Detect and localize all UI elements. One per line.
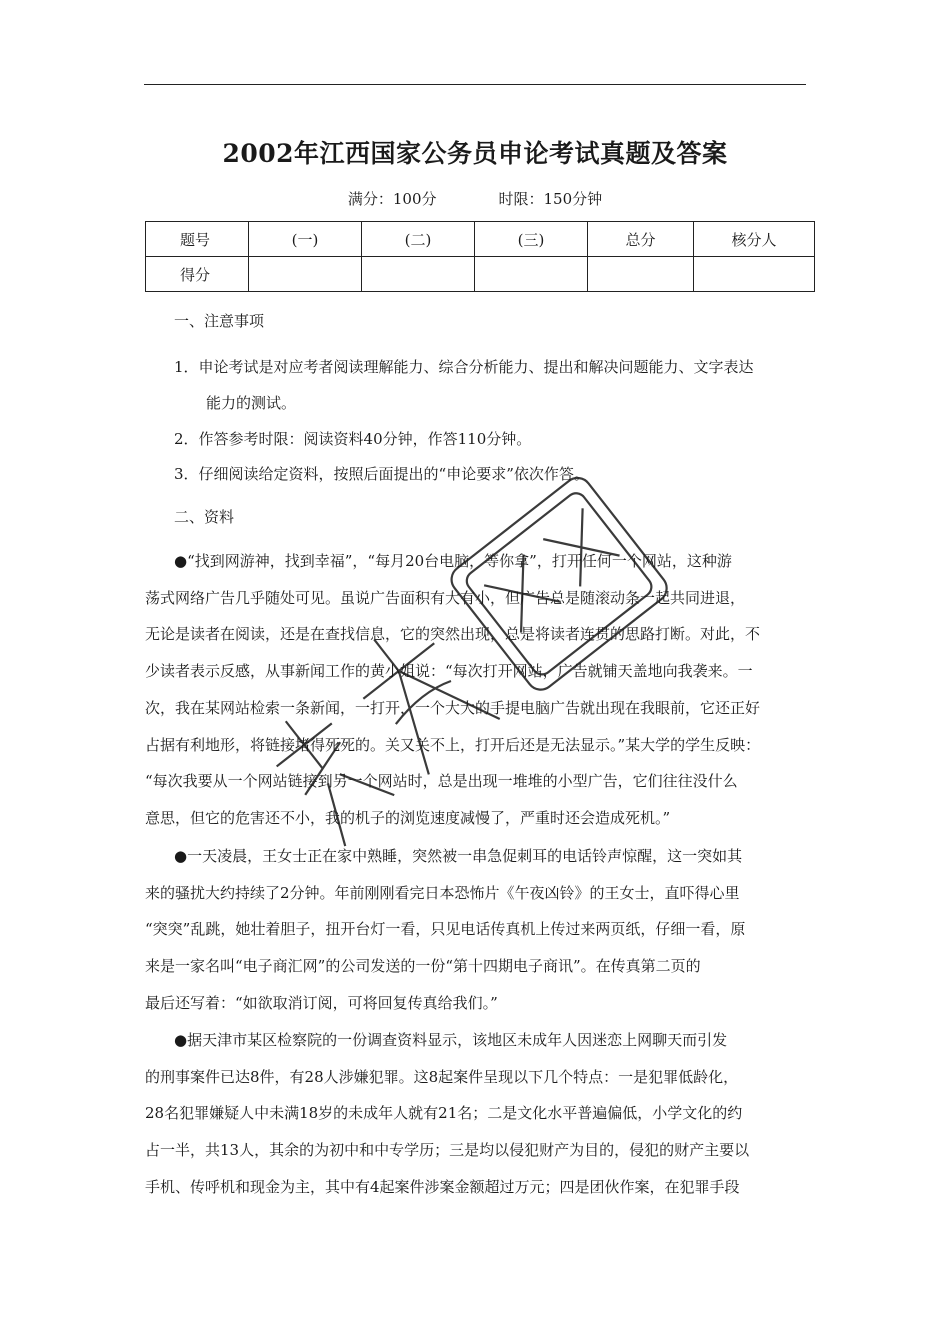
score-table-row [146, 257, 815, 292]
full-score: 满分：100分 [347, 190, 437, 208]
text-line: 占据有利地形，将链接堵得死死的。关又关不上，打开后还是无法显示。”某大学的学生反映： [145, 735, 761, 754]
text-line: ●一天凌晨，王女士正在家中熟睡，突然被一串急促刺耳的电话铃声惊醒，这一突如其 [174, 847, 743, 865]
materials-heading: 二、资料 [174, 508, 235, 526]
time-limit: 时限：150分钟 [498, 190, 603, 208]
score-table [145, 221, 815, 292]
note-item: 能力的测试。 [206, 394, 297, 412]
exam-meta [0, 188, 950, 209]
text-line: 最后还写着：“如欲取消订阅，可将回复传真给我们。” [145, 993, 498, 1012]
note-item: 3．仔细阅读给定资料，按照后面提出的“申论要求”依次作答。 [174, 465, 589, 483]
row-label: 得分 [146, 257, 249, 292]
text-line: 的刑事案件已达8件，有28人涉嫌犯罪。这8起案件呈现以下几个特点：一是犯罪低龄化， [145, 1067, 739, 1086]
score-cell [588, 257, 694, 292]
score-cell [694, 257, 815, 292]
text-line: “每次我要从一个网站链接到另一个网站时，总是出现一堆堆的小型广告，它们往往没什么 [145, 772, 738, 791]
header-cell: 总分 [588, 222, 694, 257]
text-line: 少读者表示反感，从事新闻工作的黄小姐说：“每次打开网站，广告就铺天盖地向我袭来。一 [145, 662, 753, 681]
header-cell: (三) [475, 222, 588, 257]
score-table-header [146, 222, 815, 257]
material-paragraph [145, 543, 805, 837]
text-line: 次，我在某网站检索一条新闻，一打开，一个大大的手提电脑广告就出现在我眼前，它还正好 [145, 698, 761, 717]
score-cell [475, 257, 588, 292]
header-cell: (一) [249, 222, 362, 257]
text-line: “突突”乱跳，她壮着胆子，扭开台灯一看，只见电话传真机上传过来两页纸，仔细一看，原 [145, 920, 746, 939]
text-line: 来是一家名叫“电子商汇网”的公司发送的一份“第十四期电子商讯”。在传真第二页的 [145, 957, 701, 976]
text-line: 无论是读者在阅读，还是在查找信息，它的突然出现，总是将读者连贯的思路打断。对此，不 [145, 625, 761, 644]
note-item: 2．作答参考时限：阅读资料40分钟，作答110分钟。 [174, 430, 532, 448]
header-cell: (二) [362, 222, 475, 257]
material-paragraph [145, 1022, 805, 1206]
text-line: 手机、传呼机和现金为主，其中有4起案件涉案金额超过万元；四是团伙作案，在犯罪手段 [145, 1177, 740, 1196]
text-line: 占一半，共13人，其余的为初中和中专学历；三是均以侵犯财产为目的，侵犯的财产主要以 [145, 1141, 750, 1160]
material-paragraph [145, 838, 805, 1022]
text-line: ●“找到网游神，找到幸福”，“每月20台电脑，等你拿”，打开任何一个网站，这种游 [174, 552, 732, 570]
score-cell [249, 257, 362, 292]
text-line: 意思，但它的危害还不小，我的机子的浏览速度减慢了，严重时还会造成死机。” [145, 808, 671, 827]
score-cell [362, 257, 475, 292]
header-rule [144, 84, 806, 85]
notes-heading: 一、注意事项 [174, 312, 265, 330]
page-title: 2002年江西国家公务员申论考试真题及答案 [222, 139, 728, 168]
note-item: 1．申论考试是对应考者阅读理解能力、综合分析能力、提出和解决问题能力、文字表达 [174, 358, 754, 376]
text-line: 28名犯罪嫌疑人中未满18岁的未成年人就有21名；二是文化水平普遍偏低，小学文化的约 [145, 1104, 743, 1123]
text-line: 来的骚扰大约持续了2分钟。年前刚刚看完日本恐怖片《午夜凶铃》的王女士，直吓得心里 [145, 883, 740, 902]
header-cell: 题号 [146, 222, 249, 257]
text-line: ●据天津市某区检察院的一份调查资料显示，该地区未成年人因迷恋上网聊天而引发 [174, 1031, 728, 1049]
header-cell: 核分人 [694, 222, 815, 257]
text-line: 荡式网络广告几乎随处可见。虽说广告面积有大有小，但广告总是随滚动条一起共同进退， [145, 588, 746, 607]
